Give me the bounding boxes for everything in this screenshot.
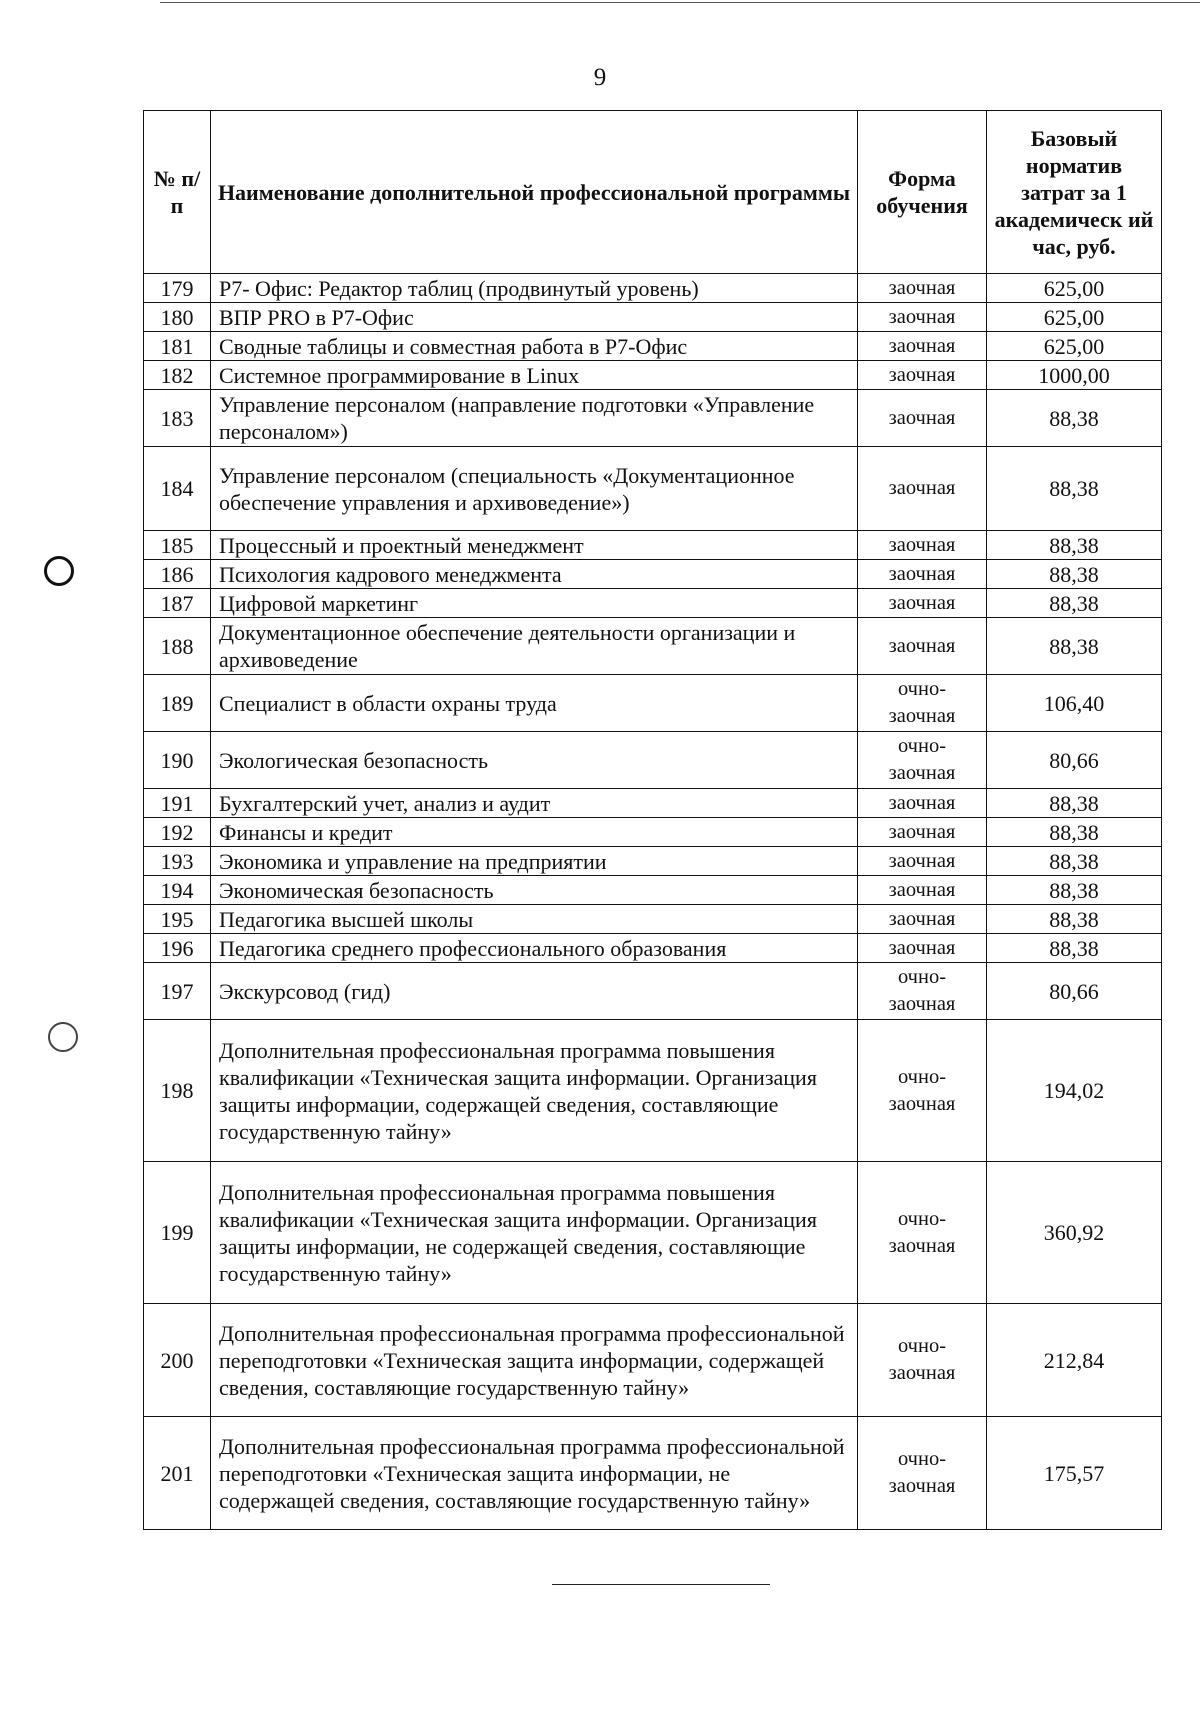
header-number: № п/п — [144, 111, 211, 274]
row-number: 179 — [144, 274, 211, 303]
table-row — [144, 303, 1162, 332]
program-name: ВПР PRO в Р7-Офис — [211, 303, 858, 332]
header-study-form: Форма обучения — [858, 111, 987, 274]
study-form: заочная — [858, 332, 987, 361]
row-number: 194 — [144, 876, 211, 905]
table-row — [144, 934, 1162, 963]
study-form: заочная — [858, 618, 987, 675]
base-cost: 88,38 — [987, 934, 1162, 963]
program-name: Цифровой маркетинг — [211, 589, 858, 618]
program-name: Дополнительная профессиональная программа профессиональной переподготовки «Техническая защита информации, не содержащей сведения, составляющие государственную тайну» — [211, 1417, 858, 1530]
row-number: 189 — [144, 675, 211, 732]
table-row — [144, 531, 1162, 560]
study-form: заочная — [858, 876, 987, 905]
table-row — [144, 361, 1162, 390]
base-cost: 1000,00 — [987, 361, 1162, 390]
table-row — [144, 1162, 1162, 1304]
study-form: заочная — [858, 274, 987, 303]
program-name: Документационное обеспечение деятельности организации и архивоведение — [211, 618, 858, 675]
row-number: 199 — [144, 1162, 211, 1304]
program-name: Педагогика среднего профессионального образования — [211, 934, 858, 963]
study-form: очно-заочная — [858, 1304, 987, 1417]
study-form: заочная — [858, 847, 987, 876]
base-cost: 80,66 — [987, 963, 1162, 1020]
table-row — [144, 818, 1162, 847]
table-row — [144, 618, 1162, 675]
program-name: Дополнительная профессиональная программа профессиональной переподготовки «Техническая защита информации, содержащей сведения, составляющие государственную тайну» — [211, 1304, 858, 1417]
table-header-row — [144, 111, 1162, 274]
base-cost: 106,40 — [987, 675, 1162, 732]
base-cost: 88,38 — [987, 905, 1162, 934]
base-cost: 625,00 — [987, 274, 1162, 303]
program-name: Экономика и управление на предприятии — [211, 847, 858, 876]
table-row — [144, 390, 1162, 447]
study-form: очно-заочная — [858, 963, 987, 1020]
row-number: 197 — [144, 963, 211, 1020]
program-name: Экономическая безопасность — [211, 876, 858, 905]
study-form: заочная — [858, 905, 987, 934]
study-form: заочная — [858, 589, 987, 618]
table-row — [144, 963, 1162, 1020]
program-name: Бухгалтерский учет, анализ и аудит — [211, 789, 858, 818]
row-number: 201 — [144, 1417, 211, 1530]
base-cost: 88,38 — [987, 589, 1162, 618]
row-number: 188 — [144, 618, 211, 675]
program-name: Управление персоналом (направление подготовки «Управление персоналом») — [211, 390, 858, 447]
header-base-cost: Базовый норматив затрат за 1 академическ ий час, руб. — [987, 111, 1162, 274]
study-form: очно-заочная — [858, 1162, 987, 1304]
study-form: заочная — [858, 361, 987, 390]
program-name: Сводные таблицы и совместная работа в Р7-Офис — [211, 332, 858, 361]
table-row — [144, 847, 1162, 876]
study-form: заочная — [858, 818, 987, 847]
table-row — [144, 675, 1162, 732]
base-cost: 194,02 — [987, 1020, 1162, 1162]
study-form: заочная — [858, 789, 987, 818]
row-number: 191 — [144, 789, 211, 818]
table-row — [144, 789, 1162, 818]
table-row — [144, 274, 1162, 303]
scan-edge-line — [160, 2, 1200, 3]
study-form: заочная — [858, 390, 987, 447]
row-number: 181 — [144, 332, 211, 361]
footer-rule — [552, 1584, 770, 1585]
row-number: 187 — [144, 589, 211, 618]
punch-hole-mark — [48, 1022, 78, 1052]
program-name: Системное программирование в Linux — [211, 361, 858, 390]
row-number: 184 — [144, 447, 211, 531]
row-number: 198 — [144, 1020, 211, 1162]
study-form: очно-заочная — [858, 1020, 987, 1162]
base-cost: 625,00 — [987, 303, 1162, 332]
study-form: очно-заочная — [858, 1417, 987, 1530]
row-number: 186 — [144, 560, 211, 589]
page-number: 9 — [593, 64, 607, 91]
table-row — [144, 1304, 1162, 1417]
row-number: 185 — [144, 531, 211, 560]
study-form: заочная — [858, 560, 987, 589]
program-name: Экскурсовод (гид) — [211, 963, 858, 1020]
row-number: 200 — [144, 1304, 211, 1417]
punch-hole-mark — [44, 556, 74, 586]
program-name: Финансы и кредит — [211, 818, 858, 847]
program-name: Экологическая безопасность — [211, 732, 858, 789]
base-cost: 175,57 — [987, 1417, 1162, 1530]
program-name: Психология кадрового менеджмента — [211, 560, 858, 589]
table-row — [144, 1417, 1162, 1530]
base-cost: 212,84 — [987, 1304, 1162, 1417]
table-row — [144, 332, 1162, 361]
header-program-name: Наименование дополнительной профессиональной программы — [211, 111, 858, 274]
program-name: Управление персоналом (специальность «Документационное обеспечение управления и архивоведение») — [211, 447, 858, 531]
program-cost-table — [143, 110, 1162, 1530]
study-form: заочная — [858, 531, 987, 560]
base-cost: 88,38 — [987, 531, 1162, 560]
program-name: Специалист в области охраны труда — [211, 675, 858, 732]
program-name: Дополнительная профессиональная программа повышения квалификации «Техническая защита информации. Организация защиты информации, содержащей сведения, составляющие государственную тайну» — [211, 1020, 858, 1162]
study-form: заочная — [858, 934, 987, 963]
table-row — [144, 732, 1162, 789]
table-row — [144, 589, 1162, 618]
row-number: 193 — [144, 847, 211, 876]
base-cost: 88,38 — [987, 447, 1162, 531]
row-number: 195 — [144, 905, 211, 934]
base-cost: 88,38 — [987, 818, 1162, 847]
study-form: заочная — [858, 303, 987, 332]
program-name: Педагогика высшей школы — [211, 905, 858, 934]
study-form: очно-заочная — [858, 675, 987, 732]
table-row — [144, 1020, 1162, 1162]
base-cost: 360,92 — [987, 1162, 1162, 1304]
table-row — [144, 560, 1162, 589]
row-number: 192 — [144, 818, 211, 847]
row-number: 180 — [144, 303, 211, 332]
study-form: заочная — [858, 447, 987, 531]
base-cost: 88,38 — [987, 847, 1162, 876]
base-cost: 88,38 — [987, 789, 1162, 818]
row-number: 196 — [144, 934, 211, 963]
base-cost: 88,38 — [987, 618, 1162, 675]
base-cost: 80,66 — [987, 732, 1162, 789]
table-row — [144, 876, 1162, 905]
base-cost: 625,00 — [987, 332, 1162, 361]
base-cost: 88,38 — [987, 560, 1162, 589]
row-number: 182 — [144, 361, 211, 390]
row-number: 190 — [144, 732, 211, 789]
base-cost: 88,38 — [987, 390, 1162, 447]
program-name: Процессный и проектный менеджмент — [211, 531, 858, 560]
table-row — [144, 905, 1162, 934]
base-cost: 88,38 — [987, 876, 1162, 905]
table-row — [144, 447, 1162, 531]
program-name: Р7- Офис: Редактор таблиц (продвинутый уровень) — [211, 274, 858, 303]
row-number: 183 — [144, 390, 211, 447]
program-name: Дополнительная профессиональная программа повышения квалификации «Техническая защита информации. Организация защиты информации, не содержащей сведения, составляющие государственную тайну» — [211, 1162, 858, 1304]
study-form: очно-заочная — [858, 732, 987, 789]
